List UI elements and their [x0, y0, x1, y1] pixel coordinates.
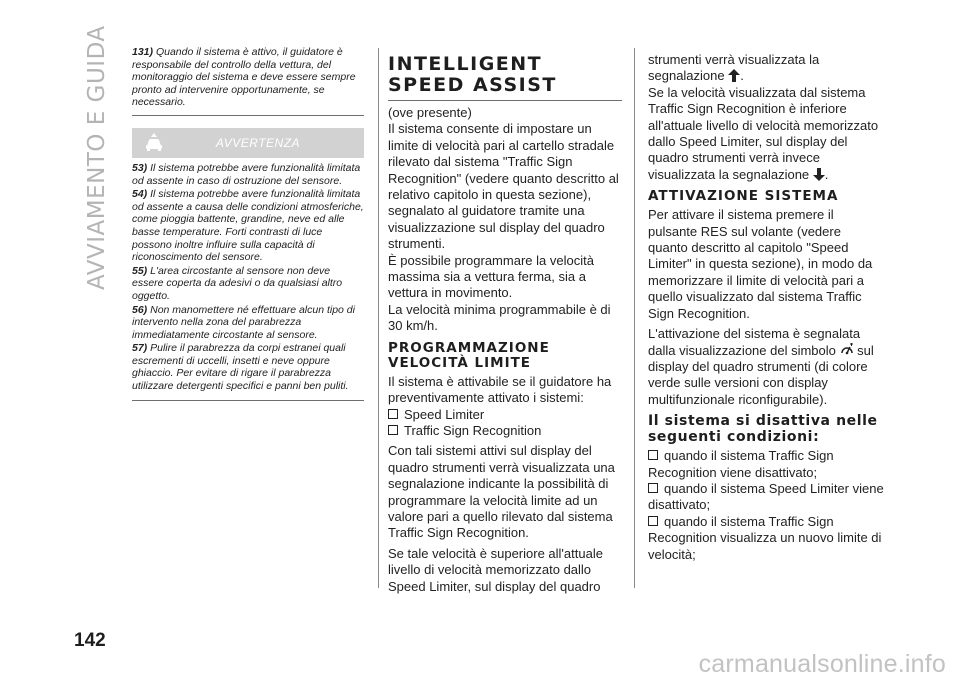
list-item — [648, 514, 884, 563]
warning-number: 54) — [132, 188, 148, 201]
warning-number: 56) — [132, 303, 148, 316]
warning-header — [132, 128, 364, 158]
paragraph: Se tale velocità è superiore all'attuale livello di velocità memorizzato dallo Speed Limiter, sul display del quadro — [388, 545, 603, 594]
subsection-title: ATTIVAZIONE SISTEMA — [648, 188, 839, 205]
warning-item — [132, 342, 364, 392]
checkbox-bullet-icon — [648, 450, 658, 460]
paragraph — [648, 85, 884, 183]
list-item-text: quando il sistema Speed Limiter viene disattivato; — [648, 480, 884, 513]
warning-text: Pulire il parabrezza da corpi estranei quali escrementi di uccelli, insetti e neve oppure ghiaccio. Per evitare di rigare il parabrezza utilizzare detergenti specifici e panni ben puliti. — [132, 342, 349, 393]
paragraph: (ove presente) — [388, 105, 472, 120]
paragraph: È possibile programmare la velocità massima sia a vettura ferma, sia a vettura in movimento. — [388, 252, 594, 301]
left-column — [132, 46, 364, 401]
arrow-up-icon — [728, 69, 740, 82]
middle-column — [388, 46, 622, 599]
paragraph: Il sistema è attivabile se il guidatore ha preventivamente attivato i sistemi: — [388, 373, 612, 406]
chapter-side-title: AVVIAMENTO E GUIDA — [84, 25, 110, 290]
list-item — [648, 481, 884, 514]
column-divider — [378, 48, 379, 588]
warning-title: AVVERTENZA — [215, 135, 301, 150]
list-item — [388, 423, 622, 439]
note-131 — [132, 46, 364, 116]
warning-text: Il sistema potrebbe avere funzionalità limitata od assente in caso di ostruzione del sensore. — [132, 161, 361, 187]
page-number: 142 — [74, 630, 106, 651]
warning-list — [132, 162, 364, 401]
warning-text: Il sistema potrebbe avere funzionalità limitata od assente a causa delle condizioni atmosferiche, come pioggia battente, grandine, neve ed alle basse temperature. Forti contrasti di luce possono inoltre influire sulla capacità di riconoscimento del sensore. — [132, 188, 364, 264]
warning-number: 53) — [132, 161, 148, 174]
list-item-text: quando il sistema Traffic Sign Recognition viene disattivato; — [648, 448, 834, 480]
paragraph-text: strumenti verrà visualizzata la segnalazione — [648, 52, 820, 84]
paragraph-text: L'attivazione del sistema è segnalata dalla visualizzazione del simbolo — [648, 326, 861, 358]
column-divider — [634, 48, 635, 588]
section-title: INTELLIGENT SPEED ASSIST — [388, 54, 622, 101]
paragraph-end: sul display del quadro strumenti (di colore verde sulle versioni con display multifunzionale riconfigurabile). — [648, 342, 874, 407]
checkbox-bullet-icon — [388, 425, 398, 435]
speed-limit-icon — [840, 343, 854, 357]
paragraph — [648, 52, 884, 85]
warning-text: Non manomettere né effettuare alcun tipo di intervento nella zona del parabrezza immediatamente circostante al sensore. — [132, 303, 355, 341]
list-item-text: Speed Limiter — [404, 406, 485, 422]
list-item — [388, 407, 622, 423]
paragraph-text: Se la velocità visualizzata dal sistema Traffic Sign Recognition è inferiore all'attuale livello di velocità memorizzato dallo Speed Limiter, sul display del quadro strumenti verrà invece visualizzata la segnalazione — [648, 84, 879, 182]
list-item-text: quando il sistema Traffic Sign Recognition visualizza un nuovo limite di velocità; — [648, 513, 882, 562]
subsection-title: Il sistema si disattiva nelle seguenti condizioni: — [648, 413, 878, 445]
paragraph: Con tali sistemi attivi sul display del quadro strumenti verrà visualizzata una segnalazione indicante la possibilità di programmare la velocità limite ad un valore pari a quello rilevato dal sistema Traffic Sign Recognition. — [388, 443, 615, 541]
warning-item — [132, 265, 364, 303]
warning-item — [132, 304, 364, 342]
paragraph: Il sistema consente di impostare un limite di velocità pari al cartello stradale rilevato dal sistema "Traffic Sign Recognition" (vedere quanto descritto al relativo capitolo in questa sezione), segnalato al guidatore tramite una visualizzazione sul display del quadro strumenti. — [388, 121, 619, 252]
warning-number: 55) — [132, 264, 148, 277]
note-text: Quando il sistema è attivo, il guidatore è responsabile del controllo della vettura, del monitoraggio del sistema e deve essere sempre pronto ad intervenire opportunamente, se necessario. — [132, 46, 356, 109]
subsection-title: PROGRAMMAZIONE VELOCITÀ LIMITE — [388, 339, 550, 371]
right-column — [648, 52, 884, 563]
warning-number: 57) — [132, 342, 148, 355]
warning-text: L'area circostante al sensore non deve essere coperta da adesivi o da qualsiasi altro oggetto. — [132, 264, 343, 302]
warning-item — [132, 162, 364, 187]
paragraph — [648, 326, 884, 408]
paragraph: Per attivare il sistema premere il pulsante RES sul volante (vedere quanto descritto al capitolo "Speed Limiter" in questa sezione), in modo da memorizzare il limite di velocità pari a quello visualizzato dal sistema Traffic Sign Recognition. — [648, 207, 873, 321]
checkbox-bullet-icon — [648, 516, 658, 526]
warning-item — [132, 188, 364, 264]
paragraph-end: . — [824, 166, 829, 182]
car-warning-icon — [142, 131, 166, 155]
watermark: carmanualsonline.info — [698, 650, 946, 678]
arrow-down-icon — [813, 168, 825, 181]
checkbox-bullet-icon — [648, 483, 658, 493]
note-number: 131) — [132, 46, 154, 58]
list-item-text: Traffic Sign Recognition — [404, 422, 542, 438]
paragraph-end: . — [740, 68, 744, 84]
checkbox-bullet-icon — [388, 409, 398, 419]
paragraph: La velocità minima programmabile è di 30 km/h. — [388, 301, 611, 334]
list-item — [648, 448, 884, 481]
